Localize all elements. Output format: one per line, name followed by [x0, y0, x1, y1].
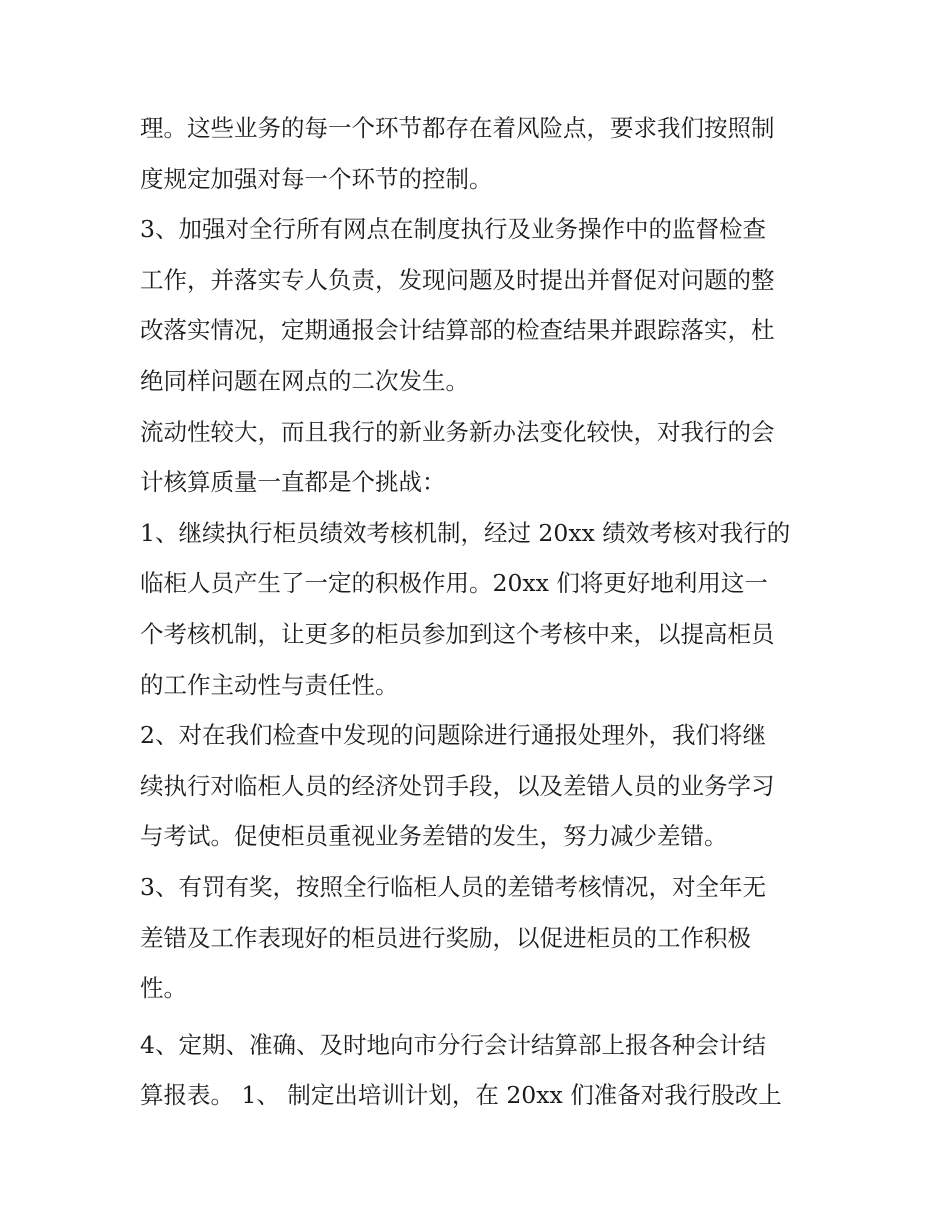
text-line: 流动性较大，而且我行的新业务新办法变化较快，对我行的会	[140, 417, 775, 446]
text-line: 差错及工作表现好的柜员进行奖励，以促进柜员的工作积极	[140, 923, 751, 952]
text-line: 理。这些业务的每一个环节都存在着风险点，要求我们按照制	[140, 114, 775, 142]
text-line: 2、对在我们检查中发现的问题除进行通报处理外，我们将继	[140, 721, 766, 750]
text-line: 算报表。 1、 制定出培训计划，在 20xx 们准备对我行股改上	[140, 1081, 782, 1110]
text-line: 的工作主动性与责任性。	[140, 670, 399, 699]
text-line: 性。	[140, 974, 187, 1003]
text-line: 个考核机制，让更多的柜员参加到这个考核中来，以提高柜员	[140, 619, 775, 648]
text-line: 3、加强对全行所有网点在制度执行及业务操作中的监督检查	[140, 215, 766, 244]
text-line: 续执行对临柜人员的经济处罚手段，以及差错人员的业务学习	[140, 771, 775, 800]
text-line: 1、继续执行柜员绩效考核机制，经过 20xx 绩效考核对我行的	[140, 518, 791, 547]
text-line: 工作，并落实专人负责，发现问题及时提出并督促对问题的整	[140, 265, 775, 294]
document-body	[140, 103, 820, 1121]
text-line: 度规定加强对每一个环节的控制。	[140, 164, 493, 193]
text-line: 临柜人员产生了一定的积极作用。20xx 们将更好地利用这一	[140, 569, 768, 598]
text-line: 改落实情况，定期通报会计结算部的检查结果并跟踪落实，杜	[140, 316, 775, 345]
text-line: 3、有罚有奖，按照全行临柜人员的差错考核情况，对全年无	[140, 872, 766, 901]
text-line: 与考试。促使柜员重视业务差错的发生，努力减少差错。	[140, 822, 728, 851]
text-line: 绝同样问题在网点的二次发生。	[140, 366, 469, 395]
text-line: 4、定期、准确、及时地向市分行会计结算部上报各种会计结	[140, 1030, 766, 1059]
text-line: 计核算质量一直都是个挑战：	[140, 468, 446, 497]
